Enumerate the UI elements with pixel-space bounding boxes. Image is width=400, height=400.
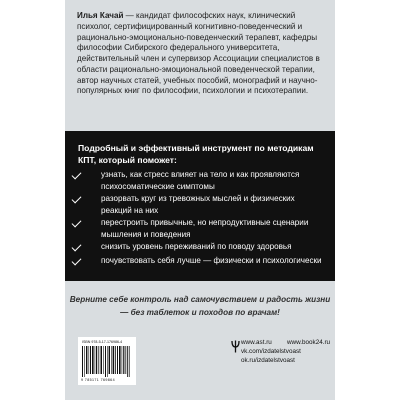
features-panel — [65, 131, 335, 281]
book-back-cover — [65, 0, 335, 400]
author-name: Илья Качай — [77, 11, 124, 20]
link-ok[interactable]: ok.ru/izdatelstvoast — [241, 357, 295, 365]
link-ast[interactable]: www.ast.ru — [241, 339, 272, 346]
link-vk[interactable]: vk.com/izdatelstvoast — [241, 348, 301, 356]
feature-text: почувствовать себя лучше — физически и психологически — [101, 256, 322, 265]
link-book24[interactable]: www.book24.ru — [287, 339, 331, 347]
feature-text: перестроить привычные, но непродуктивные сценарии мышления и поведения — [101, 218, 309, 240]
isbn-label: ISBN 978-5-17-176986-4 — [82, 340, 123, 344]
slogan: Верните себе контроль над самочувствием и радость жизни — без таблеток и походов по врачам! — [69, 295, 331, 317]
checkmark-icon — [72, 242, 82, 252]
features-title: Подробный и эффективный инструмент по методикам КПТ, который поможет: — [78, 143, 314, 165]
checkmark-icon — [72, 218, 82, 228]
checkmark-icon — [72, 194, 82, 204]
checkmark-icon — [72, 256, 82, 266]
barcode-icon — [82, 346, 132, 377]
publisher-links — [238, 338, 331, 375]
barcode-block — [78, 337, 136, 385]
feature-text: узнать, как стресс влияет на тело и как проявляются психосоматические симптомы — [101, 170, 300, 192]
feature-text: разорвать круг из тревожных мыслей и физических реакций на них — [101, 194, 295, 216]
author-bio — [77, 11, 327, 97]
checkmark-icon — [72, 170, 82, 180]
feature-text: снизить уровень переживаний по поводу здоровья — [101, 242, 292, 251]
author-description: — кандидат философских наук, клинический психолог, сертифицированный когнитивно-поведенческий и рационально-эмоционально-поведенческий терапевт, кафедры философии Сибирского федерального университета, действительный член и супервизор Ассоциации специалистов в области рационально-эмоциональной поведенческой терапии, автор научных статей, учебных пособий, монографий и научно-популярных книг по философии, психологии и психотерапии. — [77, 11, 320, 96]
barcode-digits: 9 785171 769864 — [81, 378, 115, 382]
